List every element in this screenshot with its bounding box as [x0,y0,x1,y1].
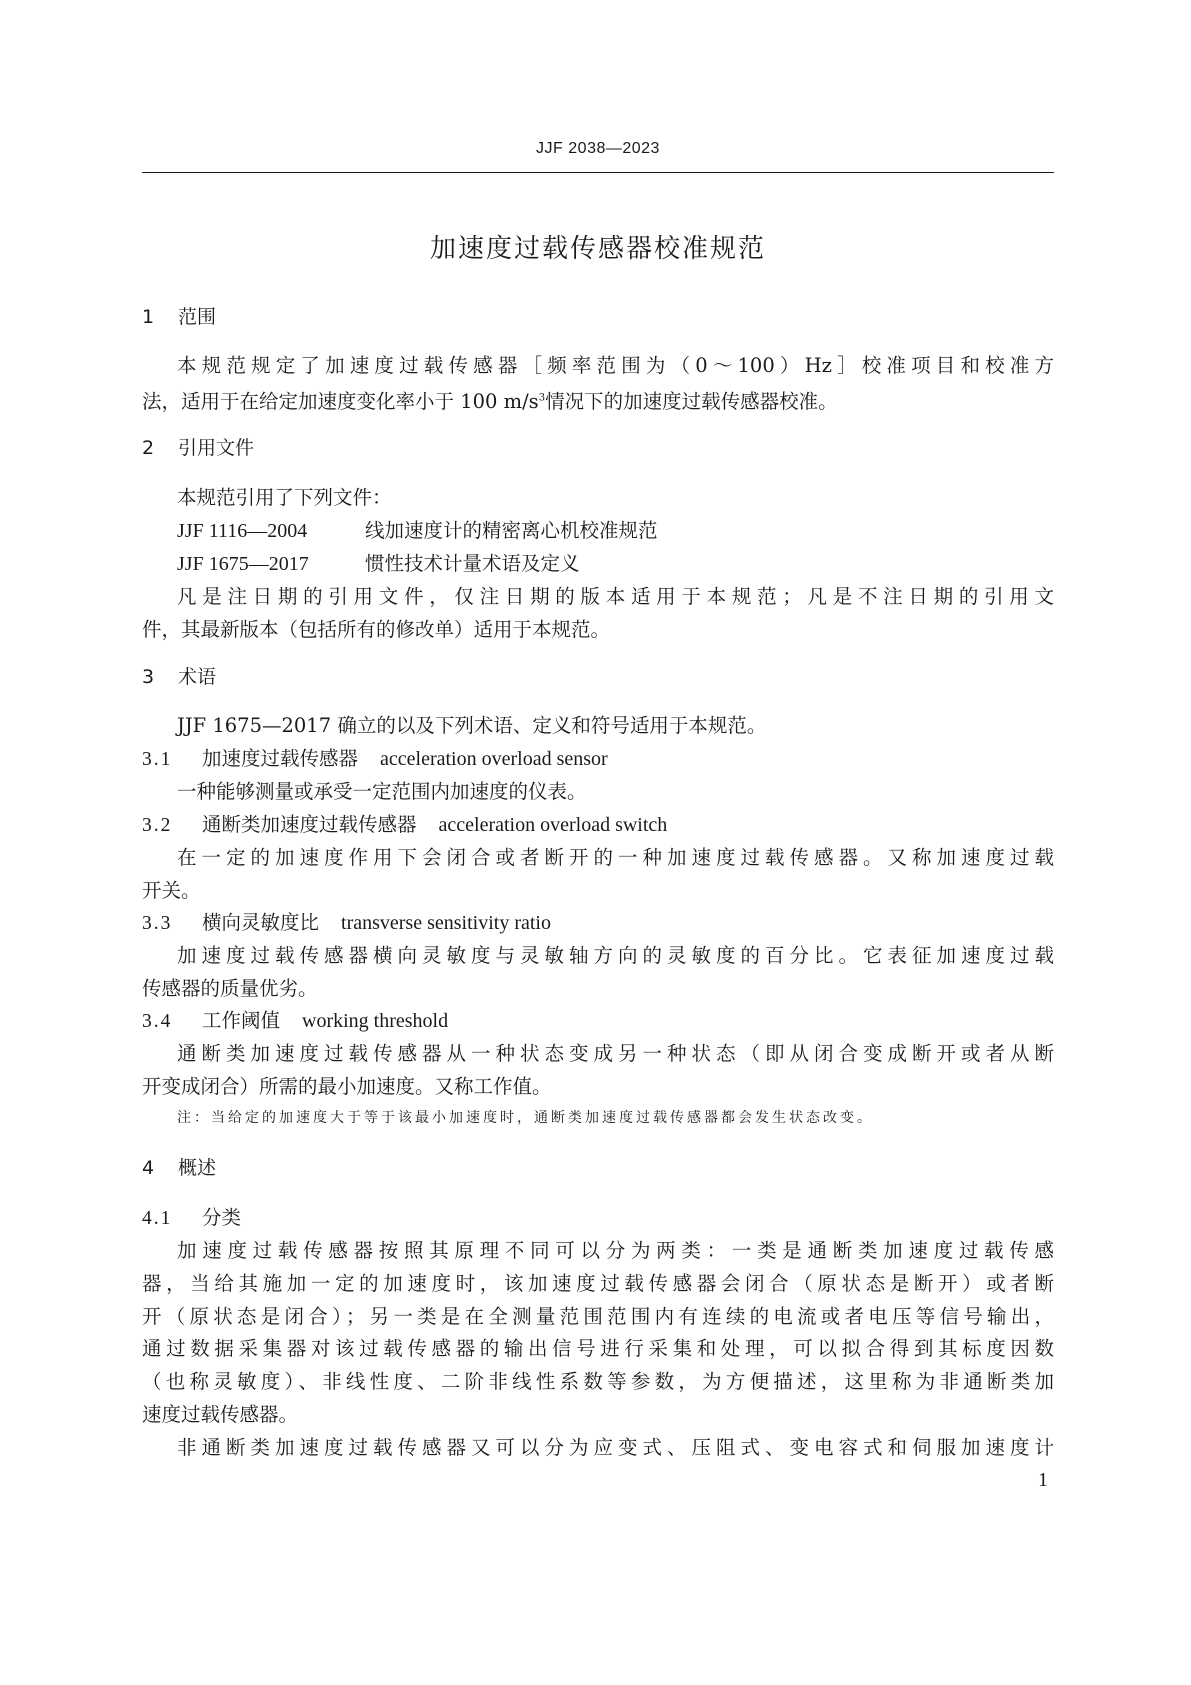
section-title: 引用文件 [178,437,255,459]
paragraph-line: 本规范规定了加速度过载传感器［频率范围为（0～100）Hz］校准项目和校准方 [177,354,1054,377]
term-cn: 工作阈值 [202,1009,281,1032]
text-run: 法，适用于在给定加速度变化率小于 100 m/s [142,390,539,413]
subsection-title: 分类 [202,1206,242,1229]
term-definition: 传感器的质量优劣。 [142,977,318,1000]
term-number: 3.4 [142,1011,173,1032]
section-number: 3 [142,666,155,688]
reference-code: JJF 1675—2017 [177,553,309,575]
header-rule [142,172,1054,173]
paragraph-line [142,386,838,414]
paragraph-line: JJF 1675—2017 确立的以及下列术语、定义和符号适用于本规范。 [177,714,767,737]
section-title: 范围 [178,306,217,328]
paragraph-line: 器，当给其施加一定的加速度时，该加速度过载传感器会闭合（原状态是断开）或者断 [142,1272,1054,1295]
section-number: 2 [142,437,155,459]
term-definition: 在一定的加速度作用下会闭合或者断开的一种加速度过载传感器。又称加速度过载 [177,846,1054,869]
reference-item [177,548,580,576]
paragraph-line: 件，其最新版本（包括所有的修改单）适用于本规范。 [142,618,611,641]
section-number: 1 [142,306,155,328]
term-number: 3.3 [142,913,173,934]
term-cn: 通断类加速度过载传感器 [202,813,417,836]
paragraph-line: 开（原状态是闭合）；另一类是在全测量范围范围内有连续的电流或者电压等信号输出， [142,1305,1054,1328]
reference-code: JJF 1116—2004 [177,520,308,542]
superscript: 3 [538,392,546,404]
paragraph-line: 加速度过载传感器按照其原理不同可以分为两类：一类是通断类加速度过载传感 [177,1239,1054,1262]
paragraph-line: 通过数据采集器对该过载传感器的输出信号进行采集和处理，可以拟合得到其标度因数 [142,1337,1054,1360]
text-run: 情况下的加速度过载传感器校准。 [545,390,838,413]
note: 注：当给定的加速度大于等于该最小加速度时，通断类加速度过载传感器都会发生状态改变。 [177,1110,874,1126]
term-heading [142,1005,448,1033]
term-number: 3.2 [142,815,173,836]
term-definition: 一种能够测量或承受一定范围内加速度的仪表。 [177,780,587,803]
paragraph-line: 速度过载传感器。 [142,1403,299,1426]
standard-number-header: JJF 2038—2023 [536,140,660,157]
term-cn: 横向灵敏度比 [202,911,320,934]
section-title: 概述 [178,1157,217,1179]
section-3-heading [142,662,216,689]
section-number: 4 [142,1157,155,1179]
section-2-heading [142,433,254,460]
section-title: 术语 [178,666,217,688]
term-en: acceleration overload sensor [380,748,608,770]
term-definition: 通断类加速度过载传感器从一种状态变成另一种状态（即从闭合变成断开或者从断 [177,1042,1054,1065]
subsection-number: 4.1 [142,1208,173,1229]
term-en: working threshold [302,1010,449,1032]
page-number: 1 [1038,1469,1048,1491]
term-definition: 加速度过载传感器横向灵敏度与灵敏轴方向的灵敏度的百分比。它表征加速度过载 [177,944,1054,967]
subsection-heading [142,1202,241,1230]
document-title: 加速度过载传感器校准规范 [429,234,766,264]
term-heading [142,907,551,935]
term-en: acceleration overload switch [438,814,668,836]
paragraph-line: 本规范引用了下列文件： [177,486,392,509]
term-definition: 开变成闭合）所需的最小加速度。又称工作值。 [142,1075,552,1098]
paragraph-line: 非通断类加速度过载传感器又可以分为应变式、压阻式、变电容式和伺服加速度计 [177,1436,1054,1459]
term-en: transverse sensitivity ratio [341,912,551,934]
reference-title: 线加速度计的精密离心机校准规范 [365,519,658,542]
section-1-heading [142,302,216,329]
paragraph-line: （也称灵敏度）、非线性度、二阶非线性系数等参数，为方便描述，这里称为非通断类加 [142,1370,1054,1393]
reference-title: 惯性技术计量术语及定义 [365,552,580,575]
term-definition: 开关。 [142,879,201,902]
term-heading [142,743,608,771]
term-heading [142,809,667,837]
term-number: 3.1 [142,749,173,770]
paragraph-line: 凡是注日期的引用文件，仅注日期的版本适用于本规范；凡是不注日期的引用文 [177,585,1054,608]
term-cn: 加速度过载传感器 [202,747,359,770]
reference-item [177,515,658,543]
section-4-heading [142,1153,216,1180]
